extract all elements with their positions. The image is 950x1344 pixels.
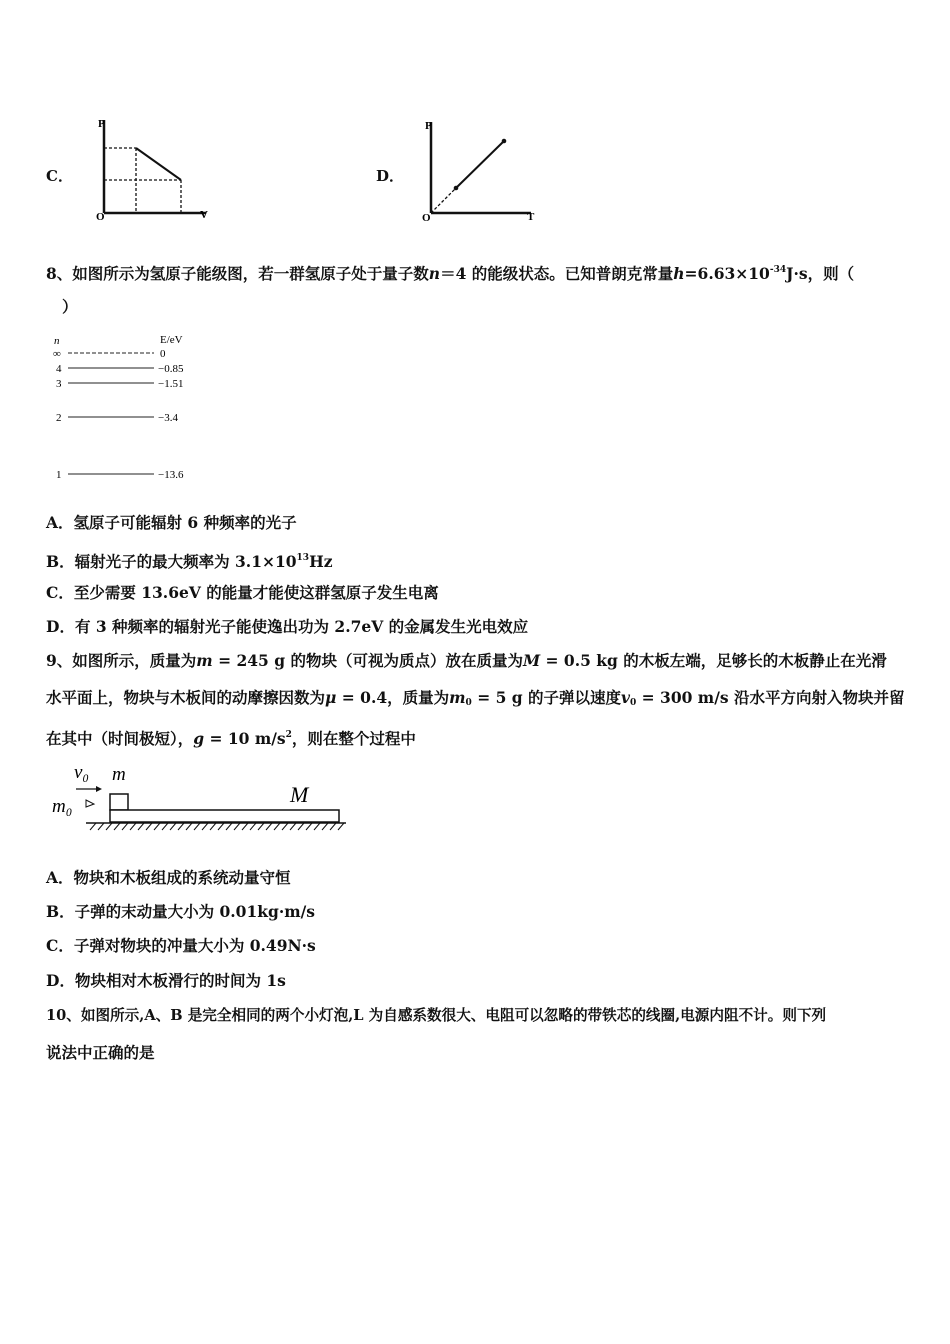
- level-e-1: −13.6: [158, 469, 184, 481]
- board-M: [110, 810, 339, 822]
- q9-stem-line1: 9、如图所示，质量为m = 245 g 的物块（可视为质点）放在质量为M = 0.5 kg 的木板左端，足够长的木板静止在光滑: [46, 651, 887, 670]
- option-d-label: D．: [376, 167, 405, 185]
- ground-hatching: [90, 823, 344, 830]
- q10-stem-line1: 10、如图所示,A、B 是完全相同的两个小灯泡,L 为自感系数很大、电阻可以忽略的带铁芯的线圈,电源内阻不计。则下列: [46, 1007, 827, 1024]
- level-e-2: −3.4: [158, 412, 178, 424]
- bullet: [86, 800, 94, 807]
- pt-point-start: [454, 186, 459, 191]
- q9-stem-line2: 水平面上，物块与木板间的动摩擦因数为μ = 0.4，质量为$m_0 = 5$ g 的子弹以速度$v_0 = 300$ m/s 沿水平方向射入物块并留: [46, 688, 905, 708]
- q9-option-a: A．物块和木板组成的系统动量守恒: [46, 868, 291, 887]
- pt-y-label: P: [425, 120, 432, 132]
- v0-arrow-head: [96, 786, 102, 792]
- M-label: M: [290, 782, 309, 807]
- pv-origin: O: [96, 211, 105, 223]
- level-n-2: 2: [56, 412, 62, 424]
- option-c-label: C．: [46, 167, 73, 185]
- pt-point-end: [502, 139, 507, 144]
- m-label: m: [112, 764, 126, 785]
- level-n-inf: ∞: [53, 348, 61, 360]
- pt-x-label: T: [527, 211, 535, 223]
- q9-option-c: C．子弹对物块的冲量大小为 0.49N·s: [46, 936, 316, 955]
- q9-stem-line3: 在其中（时间极短），g = 10 $m/s^2$，则在整个过程中: [46, 729, 416, 748]
- level-e-4: −0.85: [158, 363, 184, 375]
- pt-process-line: [456, 141, 504, 188]
- q8-stem: 8、如图所示为氢原子能级图，若一群氢原子处于量子数n＝4 的能级状态。已知普朗克常量$h=6.63\times 10^{-34}J\cdot s$，则（: [46, 264, 855, 283]
- level-n-1: 1: [56, 469, 62, 481]
- n-header: n: [54, 335, 60, 347]
- pt-origin: O: [422, 212, 431, 224]
- pv-x-label: V: [200, 209, 208, 221]
- q8-option-b: B．辐射光子的最大频率为 $3.1\times 10^{13}Hz$: [46, 552, 333, 571]
- energy-level-diagram: [50, 330, 220, 488]
- q8-option-a: A．氢原子可能辐射 6 种频率的光子: [46, 513, 297, 532]
- pv-y-label: P: [98, 118, 105, 130]
- level-e-3: −1.51: [158, 378, 184, 390]
- pt-graph-d: [415, 112, 550, 227]
- pt-extrapolation: [431, 188, 456, 213]
- e-header: E/eV: [160, 334, 183, 346]
- v0-label: v₀: [74, 762, 90, 783]
- bullet-block-board-figure: [46, 756, 354, 844]
- q8-option-d: D．有 3 种频率的辐射光子能使逸出功为 2.7eV 的金属发生光电效应: [46, 617, 529, 636]
- q8-option-c: C．至少需要 13.6eV 的能量才能使这群氢原子发生电离: [46, 583, 439, 602]
- q9-option-b: B．子弹的末动量大小为 0.01kg·m/s: [46, 902, 316, 921]
- q9-option-d: D．物块相对木板滑行的时间为 1s: [46, 971, 286, 990]
- level-e-inf: 0: [160, 348, 166, 360]
- block-m: [110, 794, 128, 810]
- level-n-3: 3: [56, 378, 62, 390]
- q8-stem-close: ）: [62, 297, 78, 316]
- pv-graph-c: [88, 112, 228, 227]
- pv-process-line: [136, 148, 181, 180]
- q10-stem-line2: 说法中正确的是: [46, 1043, 155, 1062]
- m0-label: m₀: [52, 796, 73, 817]
- level-n-4: 4: [56, 363, 62, 375]
